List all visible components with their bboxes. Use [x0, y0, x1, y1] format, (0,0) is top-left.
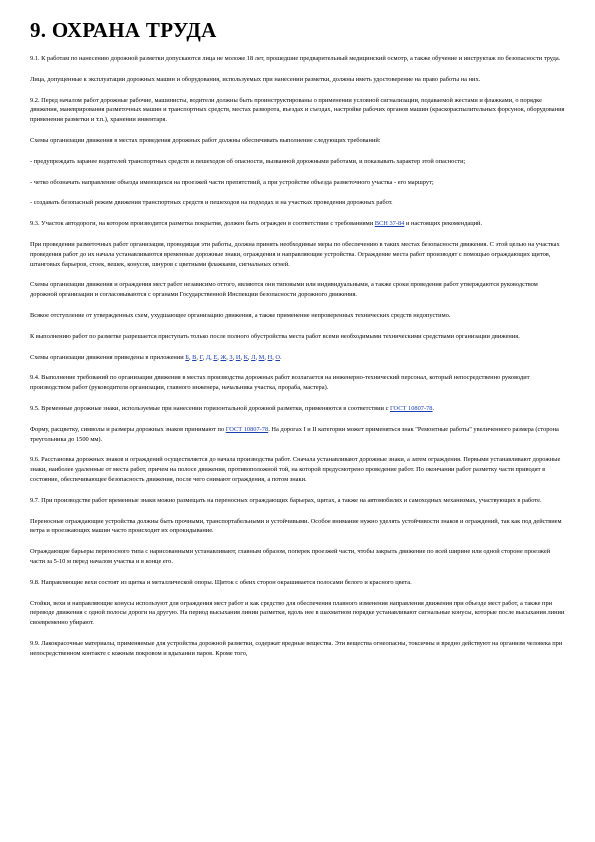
paragraph-deviation: Всякое отступление от утвержденных схем, ухудшающее организацию движения, а также применение непроверенных технических средств недопустимо.: [30, 311, 451, 319]
appendix-link-7[interactable]: З: [229, 353, 233, 361]
list-item-detour: - четко обозначать направление объезда имеющихся на проезжей части препятствий, а при устройстве объезда разметочного участка - его маршрут;: [30, 178, 434, 186]
appendix-text: Схемы организации движения приведены в приложении: [30, 353, 186, 361]
appendix-link-4[interactable]: Д: [205, 353, 211, 361]
sign-form-text: Форму, расцветку, символы и размеры дорожных знаков принимают по: [30, 425, 226, 433]
appendix-link-12[interactable]: Н: [267, 353, 273, 361]
appendix-separator: ,: [202, 353, 206, 361]
paragraph-sign-form: [30, 425, 565, 445]
paragraph-operators: Лица, допущенные к эксплуатации дорожных машин и оборудования, используемых при нанесении разметки, должны иметь удостоверение на право работы на них.: [30, 75, 481, 83]
appendix-separator: ,: [188, 353, 193, 361]
appendix-link-2[interactable]: В: [192, 353, 197, 361]
paragraph-fencing: При проведении разметочных работ организация, проводящая эти работы, должна принять необходимые меры по обеспечению в таких местах безопасности движения. С этой целью на участках проведения работ до их начала устанавливаются временные дорожные знаки, ограждения и направляющие устройства. Ограждение места работ производят с помощью ограждающих щитов, штанговых барьеров, стоек, вешек, конусов, шнуров с цветными флажками, сигнальных огней.: [30, 240, 560, 268]
appendix-separator: ,: [240, 353, 244, 361]
link-gost-10807-78[interactable]: ГОСТ 10807-78: [390, 404, 433, 412]
paragraph-9-5-text: 9.5. Временные дорожные знаки, используемые при нанесении горизонтальной дорожной разметки, применяются в соответствии с: [30, 404, 391, 412]
paragraph-9-1: 9.1. К работам по нанесению дорожной разметки допускаются лица не моложе 18 лет, прошедшие предварительный медицинский осмотр, а также обучение и инструктаж по безопасности труда.: [30, 55, 561, 62]
paragraph-9-2: 9.2. Перед началом работ дорожные рабочие, машинисты, водители должны быть проинструктированы о применении условной сигнализации, подаваемой жестами и флажками, о порядке движения, маневрирования разметочных машин и транспортных средств, местах разворота, въездах и съездах, настройке рабочих органов машин (краскораспылительных форсунок, оборудования применения разметки и т.п.), хранении инвентаря.: [30, 96, 565, 124]
appendix-separator: ,: [210, 353, 214, 361]
appendix-tail: .: [280, 353, 282, 361]
list-item-safe-mode: - создавать безопасный режим движения транспортных средств и пешеходов на подходах и на участках проведения дорожных работ.: [30, 199, 393, 207]
paragraph-9-9: 9.9. Лакокрасочные материалы, применяемые для устройства дорожной разметки, содержат вредные вещества. Эти вещества огнеопасны, токсичны и вредно действуют на организм человека при непосредственном контакте с кожным покровом и вдыхании паров. Кроме того,: [30, 639, 563, 657]
paragraph-9-6: 9.6. Расстановка дорожных знаков и ограждений осуществляется до начала производства работ. Сначала устанавливают дорожные знаки, а затем ограждения. Первыми устанавливают дорожные знаки, наиболее удаленные от места работ, причем на полосе движения, противоположной той, на которой предусмотрено проведение работ. По окончании работ разметку части приводят в состояние, обеспечивающее безопасность движения, после чего снимают ограждения, а потом знаки.: [30, 456, 561, 483]
list-item-warn: - предупреждать заранее водителей транспортных средств и пешеходов об опасности, вызванной дорожными работами, и показывать характер этой опасности;: [30, 157, 466, 165]
appendix-link-1[interactable]: Б: [185, 353, 189, 361]
paragraph-approval: Схемы организации движения и ограждения мест работ независимо оттого, являются они типовыми или индивидуальными, а также сроки проведения работ утверждаются руководством дорожной организации и согласовываются с органами Государственной Инспекции безопасности дорожного движения.: [30, 281, 538, 299]
link-vsn-37-84[interactable]: ВСН 37-84: [374, 220, 405, 228]
appendix-separator: ,: [247, 353, 252, 361]
appendix-link-9[interactable]: К: [243, 353, 248, 361]
appendix-separator: ,: [232, 353, 236, 361]
page-title: 9. ОХРАНА ТРУДА: [30, 18, 217, 42]
paragraph-9-7: 9.7. При производстве работ временные знаки можно размещать на переносных ограждающих барьерах, щитах, а также на автомобилях и самоходных механизмах, участвующих в работе.: [30, 496, 542, 504]
appendix-separator: ,: [264, 353, 268, 361]
paragraph-barrier-placement: Ограждающие барьеры переносного типа с нарисованными устанавливают, главным образом, поперек проезжей части, чтобы закрыть движение по всей ширине или одной стороне проезжей части за 5-10 м перед началом участка и в конце его.: [30, 548, 551, 565]
appendix-separator: ,: [272, 353, 276, 361]
appendix-separator: ,: [255, 353, 259, 361]
paragraph-9-5: [30, 404, 565, 414]
paragraph-9-3-text: 9.3. Участок автодороги, на котором производится разметка покрытия, должен быть огражден в соответствии с требованиями: [30, 220, 375, 228]
appendix-separator: ,: [226, 353, 230, 361]
appendix-link-3[interactable]: Г: [199, 353, 203, 361]
appendix-link-5[interactable]: Е: [213, 353, 218, 361]
paragraph-9-3-tail: и настоящих рекомендаций.: [404, 220, 483, 228]
sign-form-tail: . На дорогах I и II категории может применяться знак "Ремонтные работы" увеличенного размера (сторона треугольника до 1500 мм).: [30, 425, 559, 443]
appendix-link-6[interactable]: Ж: [220, 353, 227, 361]
paragraph-schemes-requirements: Схемы организации движения в местах проведения дорожных работ должны обеспечивать выполнение следующих требований:: [30, 136, 381, 144]
paragraph-9-4: 9.4. Выполнение требований по организации движения в местах производства дорожных работ возлагается на инженерно-технический персонал, который непосредственно руководит производством работ (руководителя организации, главного инженера, начальника участка, прораба, мастера).: [30, 374, 530, 392]
paragraph-9-5-tail: .: [432, 404, 435, 412]
link-gost-10807-78-form[interactable]: ГОСТ 10807-78: [225, 425, 269, 433]
paragraph-9-3: [30, 219, 565, 229]
paragraph-portable-barriers: Переносные ограждающие устройства должны быть прочными, транспортабельными и устойчивыми. Особое внимание нужно уделять устойчивости знаков и ограждений, так как под действием ветра и проезжающих машин часто происходит их опрокидывание.: [30, 517, 562, 535]
appendix-link-8[interactable]: И: [235, 353, 241, 361]
appendix-separator: ,: [217, 353, 221, 361]
paragraph-appendix-links: [30, 353, 565, 363]
appendix-link-list: [185, 354, 280, 361]
appendix-separator: ,: [196, 353, 200, 361]
appendix-link-10[interactable]: Л: [251, 353, 256, 361]
paragraph-cones: Стойки, вехи и направляющие конусы используют для ограждения мест работ и как средство для обеспечения плавного изменения направления движения при объезде мест работ, а также при переводе движения с одной полосы дороги на другую. На период высыхания линии разметки, вдоль нее в шахматном порядке устанавливают сигнальные конусы, которые после высыхания линии своевременно убирают.: [30, 599, 565, 627]
appendix-link-11[interactable]: М: [258, 353, 265, 361]
appendix-link-13[interactable]: О: [275, 353, 281, 361]
paragraph-9-8: 9.8. Направляющие вехи состоят из щитка и металлической опоры. Щиток с обеих сторон окрашивается полосами белого и красного цвета.: [30, 578, 412, 586]
paragraph-start-work: К выполнению работ по разметке разрешается приступать только после полного обустройства места работ всеми необходимыми техническими средствами организации движения.: [30, 332, 520, 340]
